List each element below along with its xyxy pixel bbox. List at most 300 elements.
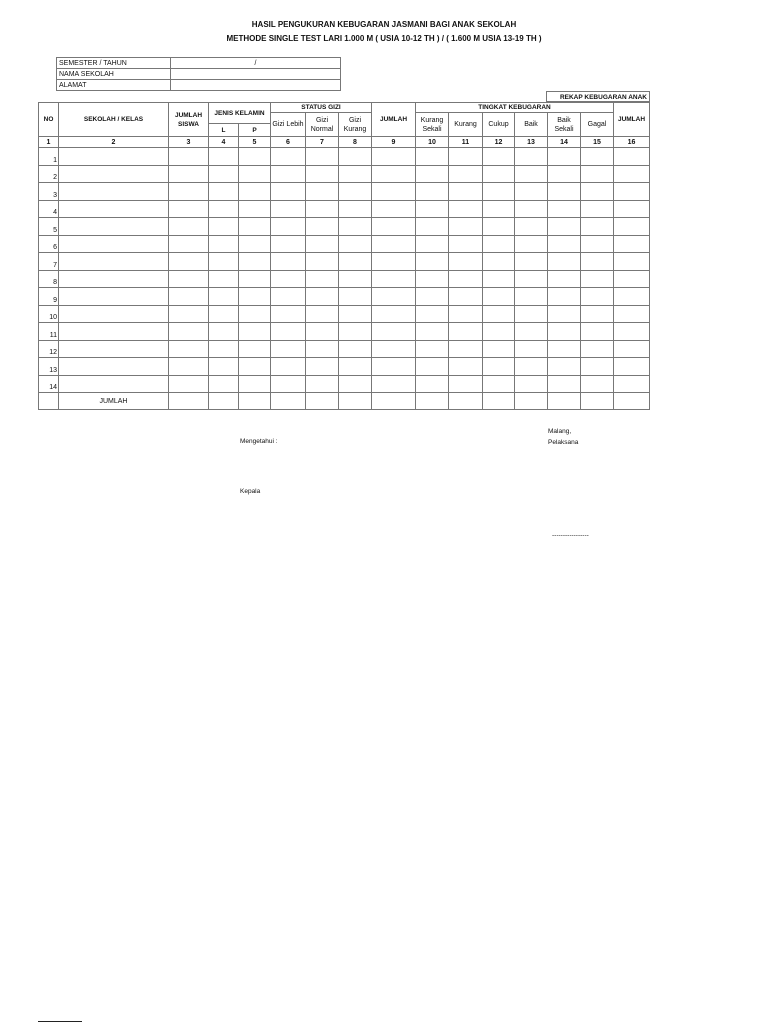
table-cell[interactable] <box>548 165 581 183</box>
table-cell[interactable] <box>416 148 449 166</box>
jumlah-cell[interactable] <box>515 393 548 410</box>
table-cell[interactable] <box>515 288 548 306</box>
table-cell[interactable] <box>306 235 339 253</box>
table-cell[interactable] <box>339 183 372 201</box>
table-cell[interactable] <box>614 375 650 393</box>
table-cell[interactable] <box>548 270 581 288</box>
table-cell[interactable] <box>339 165 372 183</box>
table-row <box>39 340 650 358</box>
table-cell[interactable] <box>59 235 169 253</box>
table-cell[interactable] <box>372 165 416 183</box>
table-cell[interactable] <box>271 235 306 253</box>
table-cell[interactable] <box>271 305 306 323</box>
table-cell[interactable] <box>372 148 416 166</box>
footer-place: Malang, <box>548 428 572 435</box>
table-cell[interactable] <box>515 253 548 271</box>
report-title-line2: METHODE SINGLE TEST LARI 1.000 M ( USIA 10-12 TH ) / ( 1.600 M USIA 13-19 TH ) <box>226 34 542 43</box>
header-jumlah-siswa: JUMLAH SISWA <box>169 103 209 137</box>
header-status-gizi: STATUS GIZI <box>271 103 372 113</box>
table-cell[interactable] <box>581 270 614 288</box>
table-cell[interactable] <box>271 218 306 236</box>
table-cell[interactable] <box>548 200 581 218</box>
jumlah-cell[interactable] <box>449 393 483 410</box>
row-number: 1 <box>39 148 59 166</box>
table-cell[interactable] <box>483 305 515 323</box>
table-cell[interactable] <box>614 148 650 166</box>
table-cell[interactable] <box>614 183 650 201</box>
table-row <box>39 305 650 323</box>
table-cell[interactable] <box>449 340 483 358</box>
header-kurang: Kurang <box>449 113 483 137</box>
header-baik-sekali: Baik Sekali <box>548 113 581 137</box>
table-cell[interactable] <box>548 218 581 236</box>
table-cell[interactable] <box>515 165 548 183</box>
table-cell[interactable] <box>306 323 339 341</box>
table-cell[interactable] <box>449 270 483 288</box>
table-cell[interactable] <box>239 375 271 393</box>
column-number: 1 <box>39 137 59 148</box>
table-cell[interactable] <box>59 218 169 236</box>
jumlah-cell[interactable] <box>614 393 650 410</box>
table-cell[interactable] <box>416 375 449 393</box>
table-cell[interactable] <box>372 218 416 236</box>
table-cell[interactable] <box>209 305 239 323</box>
column-number: 2 <box>59 137 169 148</box>
header-l: L <box>209 124 239 137</box>
header-kurang-sekali: Kurang Sekali <box>416 113 449 137</box>
table-cell[interactable] <box>169 375 209 393</box>
column-number: 4 <box>209 137 239 148</box>
table-cell[interactable] <box>271 358 306 376</box>
table-cell[interactable] <box>169 165 209 183</box>
table-cell[interactable] <box>581 183 614 201</box>
table-cell[interactable] <box>515 375 548 393</box>
report-title-line1: HASIL PENGUKURAN KEBUGARAN JASMANI BAGI ANAK SEKOLAH <box>251 20 517 29</box>
table-cell[interactable] <box>209 235 239 253</box>
table-cell[interactable] <box>614 305 650 323</box>
table-cell[interactable] <box>306 340 339 358</box>
table-cell[interactable] <box>339 148 372 166</box>
column-number: 10 <box>416 137 449 148</box>
table-cell[interactable] <box>614 235 650 253</box>
footer-kepala: Kepala <box>240 488 261 495</box>
jumlah-cell[interactable] <box>339 393 372 410</box>
table-cell[interactable] <box>483 148 515 166</box>
table-cell[interactable] <box>59 148 169 166</box>
data-table <box>38 102 650 410</box>
table-cell[interactable] <box>614 358 650 376</box>
table-cell[interactable] <box>59 340 169 358</box>
table-cell[interactable] <box>581 148 614 166</box>
table-cell[interactable] <box>169 323 209 341</box>
table-cell[interactable] <box>515 148 548 166</box>
table-cell[interactable] <box>483 200 515 218</box>
jumlah-row <box>39 393 650 410</box>
table-cell[interactable] <box>271 200 306 218</box>
row-number: 5 <box>39 218 59 236</box>
table-cell[interactable] <box>614 323 650 341</box>
table-cell[interactable] <box>416 253 449 271</box>
table-cell[interactable] <box>209 148 239 166</box>
jumlah-row-no <box>39 393 59 410</box>
table-cell[interactable] <box>416 235 449 253</box>
table-cell[interactable] <box>416 200 449 218</box>
table-cell[interactable] <box>416 358 449 376</box>
header-gizi-lebih: Gizi Lebih <box>271 113 306 137</box>
row-number: 8 <box>39 270 59 288</box>
table-cell[interactable] <box>271 323 306 341</box>
table-cell[interactable] <box>339 340 372 358</box>
info-table <box>56 57 341 91</box>
table-cell[interactable] <box>239 288 271 306</box>
header-jenis-kelamin: JENIS KELAMIN <box>209 103 271 124</box>
data-rows <box>39 148 650 393</box>
table-cell[interactable] <box>416 305 449 323</box>
table-cell[interactable] <box>548 183 581 201</box>
jumlah-row-label: JUMLAH <box>59 393 169 410</box>
table-cell[interactable] <box>59 165 169 183</box>
header-baik: Baik <box>515 113 548 137</box>
table-cell[interactable] <box>548 375 581 393</box>
table-cell[interactable] <box>515 323 548 341</box>
table-row <box>39 148 650 166</box>
table-row <box>39 323 650 341</box>
table-cell[interactable] <box>614 165 650 183</box>
table-cell[interactable] <box>59 270 169 288</box>
table-cell[interactable] <box>59 305 169 323</box>
table-cell[interactable] <box>449 375 483 393</box>
table-cell[interactable] <box>581 375 614 393</box>
table-cell[interactable] <box>372 235 416 253</box>
column-number: 11 <box>449 137 483 148</box>
jumlah-cell[interactable] <box>169 393 209 410</box>
table-cell[interactable] <box>59 375 169 393</box>
table-row <box>39 218 650 236</box>
table-cell[interactable] <box>169 218 209 236</box>
table-cell[interactable] <box>581 323 614 341</box>
table-cell[interactable] <box>306 305 339 323</box>
table-cell[interactable] <box>339 288 372 306</box>
header-gagal: Gagal <box>581 113 614 137</box>
table-cell[interactable] <box>449 218 483 236</box>
table-cell[interactable] <box>372 200 416 218</box>
table-cell[interactable] <box>339 323 372 341</box>
table-cell[interactable] <box>515 183 548 201</box>
jumlah-cell[interactable] <box>483 393 515 410</box>
table-cell[interactable] <box>339 200 372 218</box>
table-cell[interactable] <box>581 340 614 358</box>
table-cell[interactable] <box>449 358 483 376</box>
table-cell[interactable] <box>339 253 372 271</box>
table-cell[interactable] <box>515 305 548 323</box>
table-cell[interactable] <box>614 288 650 306</box>
table-cell[interactable] <box>416 288 449 306</box>
table-cell[interactable] <box>306 358 339 376</box>
table-cell[interactable] <box>339 305 372 323</box>
table-cell[interactable] <box>483 323 515 341</box>
table-cell[interactable] <box>306 375 339 393</box>
row-number: 2 <box>39 165 59 183</box>
table-cell[interactable] <box>416 340 449 358</box>
table-cell[interactable] <box>548 323 581 341</box>
column-number-row <box>39 137 650 148</box>
table-cell[interactable] <box>239 253 271 271</box>
column-number: 7 <box>306 137 339 148</box>
table-cell[interactable] <box>209 358 239 376</box>
row-number: 4 <box>39 200 59 218</box>
table-cell[interactable] <box>306 218 339 236</box>
table-cell[interactable] <box>515 200 548 218</box>
table-cell[interactable] <box>449 200 483 218</box>
table-cell[interactable] <box>271 183 306 201</box>
table-cell[interactable] <box>339 375 372 393</box>
semester-label: SEMESTER / TAHUN <box>57 58 171 69</box>
table-cell[interactable] <box>239 148 271 166</box>
table-cell[interactable] <box>416 323 449 341</box>
table-cell[interactable] <box>614 270 650 288</box>
table-cell[interactable] <box>449 148 483 166</box>
table-cell[interactable] <box>209 165 239 183</box>
table-cell[interactable] <box>548 235 581 253</box>
table-cell[interactable] <box>169 358 209 376</box>
table-cell[interactable] <box>449 235 483 253</box>
table-cell[interactable] <box>483 165 515 183</box>
table-cell[interactable] <box>59 323 169 341</box>
header-jumlah: JUMLAH <box>372 103 416 137</box>
header-sekolah: SEKOLAH / KELAS <box>59 103 169 137</box>
table-cell[interactable] <box>614 340 650 358</box>
table-cell[interactable] <box>372 358 416 376</box>
table-cell[interactable] <box>372 253 416 271</box>
table-cell[interactable] <box>271 288 306 306</box>
table-cell[interactable] <box>239 340 271 358</box>
table-cell[interactable] <box>548 305 581 323</box>
table-cell[interactable] <box>614 253 650 271</box>
table-cell[interactable] <box>581 165 614 183</box>
table-cell[interactable] <box>239 165 271 183</box>
table-cell[interactable] <box>614 218 650 236</box>
column-number: 9 <box>372 137 416 148</box>
table-cell[interactable] <box>483 253 515 271</box>
table-cell[interactable] <box>271 270 306 288</box>
table-cell[interactable] <box>271 148 306 166</box>
table-row <box>39 165 650 183</box>
table-cell[interactable] <box>306 270 339 288</box>
jumlah-cell[interactable] <box>372 393 416 410</box>
table-cell[interactable] <box>483 375 515 393</box>
table-cell[interactable] <box>449 183 483 201</box>
row-number: 3 <box>39 183 59 201</box>
table-cell[interactable] <box>581 253 614 271</box>
table-row <box>39 288 650 306</box>
column-number: 3 <box>169 137 209 148</box>
column-number: 14 <box>548 137 581 148</box>
table-cell[interactable] <box>483 218 515 236</box>
table-cell[interactable] <box>306 148 339 166</box>
table-cell[interactable] <box>548 253 581 271</box>
table-cell[interactable] <box>339 270 372 288</box>
header-p: P <box>239 124 271 137</box>
rekap-label: REKAP KEBUGARAN ANAK <box>546 91 650 102</box>
table-row <box>39 235 650 253</box>
table-cell[interactable] <box>483 235 515 253</box>
table-cell[interactable] <box>306 253 339 271</box>
table-cell[interactable] <box>483 288 515 306</box>
table-cell[interactable] <box>209 375 239 393</box>
row-number: 13 <box>39 358 59 376</box>
header-tingkat: TINGKAT KEBUGARAN <box>416 103 614 113</box>
table-cell[interactable] <box>483 270 515 288</box>
table-cell[interactable] <box>209 270 239 288</box>
table-cell[interactable] <box>239 323 271 341</box>
table-cell[interactable] <box>271 375 306 393</box>
column-number: 16 <box>614 137 650 148</box>
table-row <box>39 270 650 288</box>
jumlah-cell[interactable] <box>548 393 581 410</box>
table-cell[interactable] <box>515 218 548 236</box>
column-number: 13 <box>515 137 548 148</box>
table-cell[interactable] <box>581 358 614 376</box>
table-cell[interactable] <box>581 235 614 253</box>
table-row <box>39 253 650 271</box>
table-cell[interactable] <box>169 288 209 306</box>
row-number: 10 <box>39 305 59 323</box>
footer-pelaksana: Pelaksana <box>548 439 579 446</box>
table-cell[interactable] <box>515 235 548 253</box>
header-jumlah2: JUMLAH <box>614 103 650 137</box>
table-row <box>39 183 650 201</box>
footer-mengetahui: Mengetahui : <box>240 438 278 445</box>
table-cell[interactable] <box>271 253 306 271</box>
table-cell[interactable] <box>483 183 515 201</box>
table-cell[interactable] <box>209 200 239 218</box>
table-cell[interactable] <box>614 200 650 218</box>
table-cell[interactable] <box>169 148 209 166</box>
table-cell[interactable] <box>339 218 372 236</box>
table-row <box>39 375 650 393</box>
table-cell[interactable] <box>209 253 239 271</box>
signature-line: ----------------- <box>552 532 589 539</box>
row-number: 12 <box>39 340 59 358</box>
table-cell[interactable] <box>449 288 483 306</box>
table-cell[interactable] <box>548 340 581 358</box>
jumlah-cell[interactable] <box>239 393 271 410</box>
header-gizi-kurang: Gizi Kurang <box>339 113 372 137</box>
jumlah-cell[interactable] <box>209 393 239 410</box>
table-cell[interactable] <box>169 183 209 201</box>
table-cell[interactable] <box>239 305 271 323</box>
table-cell[interactable] <box>581 305 614 323</box>
table-cell[interactable] <box>581 288 614 306</box>
table-cell[interactable] <box>306 183 339 201</box>
jumlah-cell[interactable] <box>306 393 339 410</box>
table-cell[interactable] <box>416 218 449 236</box>
table-cell[interactable] <box>548 288 581 306</box>
table-row <box>39 358 650 376</box>
table-cell[interactable] <box>169 270 209 288</box>
bottom-divider <box>38 1021 82 1022</box>
table-cell[interactable] <box>59 288 169 306</box>
table-cell[interactable] <box>169 235 209 253</box>
table-cell[interactable] <box>416 183 449 201</box>
table-cell[interactable] <box>271 340 306 358</box>
table-cell[interactable] <box>209 183 239 201</box>
sekolah-value[interactable] <box>171 69 341 80</box>
table-cell[interactable] <box>581 200 614 218</box>
table-cell[interactable] <box>372 340 416 358</box>
table-cell[interactable] <box>515 340 548 358</box>
row-number: 9 <box>39 288 59 306</box>
table-cell[interactable] <box>372 183 416 201</box>
semester-value[interactable]: / <box>171 58 341 69</box>
table-cell[interactable] <box>271 165 306 183</box>
table-cell[interactable] <box>449 253 483 271</box>
table-cell[interactable] <box>169 200 209 218</box>
row-number: 14 <box>39 375 59 393</box>
alamat-value[interactable] <box>171 80 341 91</box>
table-cell[interactable] <box>169 253 209 271</box>
table-cell[interactable] <box>339 235 372 253</box>
table-cell[interactable] <box>209 340 239 358</box>
table-cell[interactable] <box>306 288 339 306</box>
table-cell[interactable] <box>209 323 239 341</box>
table-cell[interactable] <box>515 270 548 288</box>
table-cell[interactable] <box>239 200 271 218</box>
table-cell[interactable] <box>548 358 581 376</box>
table-cell[interactable] <box>449 165 483 183</box>
table-cell[interactable] <box>239 183 271 201</box>
table-cell[interactable] <box>483 358 515 376</box>
table-cell[interactable] <box>59 253 169 271</box>
header-no: NO <box>39 103 59 137</box>
table-cell[interactable] <box>239 235 271 253</box>
table-cell[interactable] <box>239 218 271 236</box>
row-number: 6 <box>39 235 59 253</box>
column-number: 6 <box>271 137 306 148</box>
table-cell[interactable] <box>449 305 483 323</box>
jumlah-cell[interactable] <box>416 393 449 410</box>
table-cell[interactable] <box>306 165 339 183</box>
table-cell[interactable] <box>372 375 416 393</box>
table-cell[interactable] <box>515 358 548 376</box>
table-cell[interactable] <box>306 200 339 218</box>
table-cell[interactable] <box>372 288 416 306</box>
table-cell[interactable] <box>416 270 449 288</box>
table-cell[interactable] <box>239 270 271 288</box>
jumlah-cell[interactable] <box>271 393 306 410</box>
table-cell[interactable] <box>59 200 169 218</box>
table-cell[interactable] <box>372 323 416 341</box>
table-cell[interactable] <box>209 288 239 306</box>
table-cell[interactable] <box>209 218 239 236</box>
column-number: 8 <box>339 137 372 148</box>
table-cell[interactable] <box>372 270 416 288</box>
table-cell[interactable] <box>169 305 209 323</box>
table-cell[interactable] <box>59 183 169 201</box>
table-cell[interactable] <box>339 358 372 376</box>
jumlah-cell[interactable] <box>581 393 614 410</box>
table-cell[interactable] <box>449 323 483 341</box>
table-cell[interactable] <box>169 340 209 358</box>
table-cell[interactable] <box>372 305 416 323</box>
table-cell[interactable] <box>548 148 581 166</box>
table-cell[interactable] <box>239 358 271 376</box>
table-cell[interactable] <box>59 358 169 376</box>
table-cell[interactable] <box>581 218 614 236</box>
table-cell[interactable] <box>483 340 515 358</box>
alamat-label: ALAMAT <box>57 80 171 91</box>
table-cell[interactable] <box>416 165 449 183</box>
